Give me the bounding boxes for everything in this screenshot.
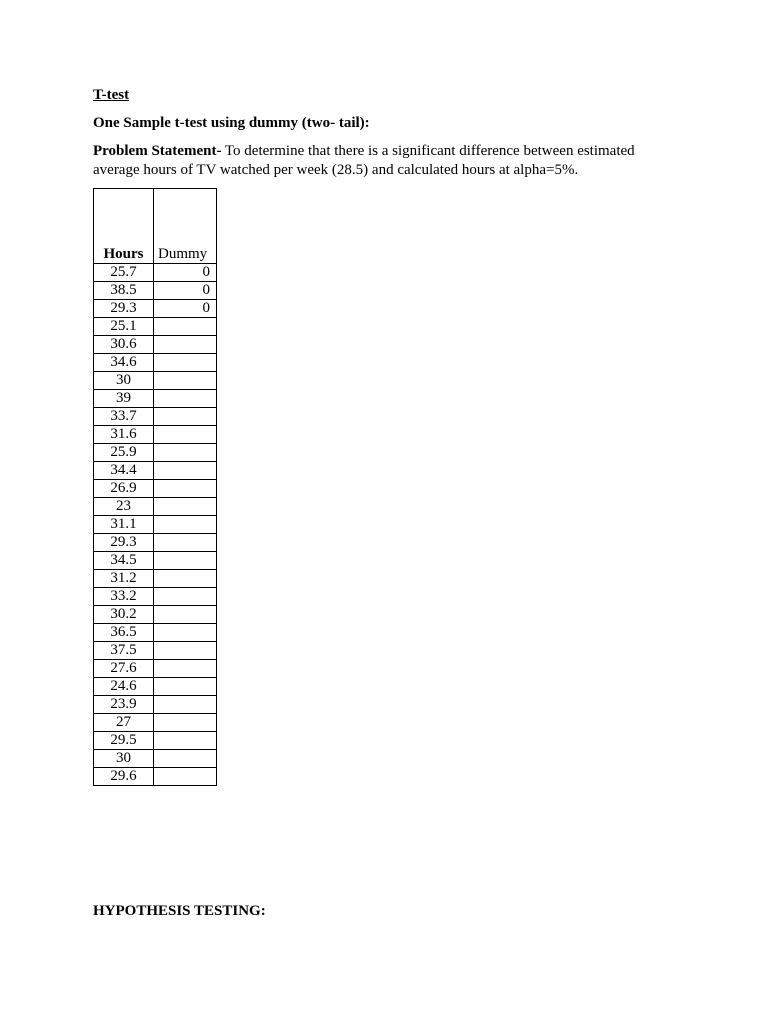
dummy-cell <box>154 678 217 696</box>
table-row <box>94 318 217 336</box>
table-row <box>94 750 217 768</box>
dummy-cell <box>154 750 217 768</box>
table-header-row <box>94 189 217 264</box>
table-row <box>94 570 217 588</box>
hours-cell: 34.4 <box>94 462 154 480</box>
dummy-cell <box>154 588 217 606</box>
dummy-cell: 0 <box>154 300 217 318</box>
dummy-cell <box>154 318 217 336</box>
dummy-cell <box>154 606 217 624</box>
document-subtitle: One Sample t-test using dummy (two- tail): <box>93 115 370 131</box>
hours-cell: 34.5 <box>94 552 154 570</box>
dummy-cell: 0 <box>154 264 217 282</box>
table-row <box>94 642 217 660</box>
dummy-cell <box>154 336 217 354</box>
dummy-cell <box>154 552 217 570</box>
hours-cell: 26.9 <box>94 480 154 498</box>
hours-cell: 30 <box>94 372 154 390</box>
hours-cell: 25.1 <box>94 318 154 336</box>
dummy-cell <box>154 534 217 552</box>
table-row <box>94 660 217 678</box>
hours-cell: 34.6 <box>94 354 154 372</box>
dummy-cell <box>154 462 217 480</box>
hours-cell: 31.2 <box>94 570 154 588</box>
hours-cell: 27 <box>94 714 154 732</box>
dummy-cell <box>154 516 217 534</box>
column-header-hours: Hours <box>94 189 154 264</box>
dummy-cell <box>154 768 217 786</box>
table-row <box>94 678 217 696</box>
table-row <box>94 534 217 552</box>
table-row <box>94 480 217 498</box>
table-row <box>94 372 217 390</box>
hours-cell: 38.5 <box>94 282 154 300</box>
hours-cell: 24.6 <box>94 678 154 696</box>
dummy-cell <box>154 480 217 498</box>
table-row <box>94 588 217 606</box>
hours-cell: 23 <box>94 498 154 516</box>
hours-cell: 23.9 <box>94 696 154 714</box>
dummy-cell <box>154 642 217 660</box>
table-row <box>94 336 217 354</box>
dummy-cell <box>154 696 217 714</box>
hours-cell: 31.1 <box>94 516 154 534</box>
table-row <box>94 264 217 282</box>
table-row <box>94 516 217 534</box>
dummy-cell <box>154 714 217 732</box>
hours-cell: 30.2 <box>94 606 154 624</box>
table-row <box>94 696 217 714</box>
dummy-cell <box>154 660 217 678</box>
hours-cell: 29.3 <box>94 534 154 552</box>
hours-cell: 30 <box>94 750 154 768</box>
hours-cell: 33.7 <box>94 408 154 426</box>
column-header-dummy: Dummy <box>154 189 217 264</box>
hours-cell: 39 <box>94 390 154 408</box>
dummy-cell <box>154 354 217 372</box>
table-row <box>94 354 217 372</box>
dummy-cell <box>154 570 217 588</box>
table-row <box>94 768 217 786</box>
hours-cell: 25.7 <box>94 264 154 282</box>
hours-cell: 37.5 <box>94 642 154 660</box>
hours-cell: 25.9 <box>94 444 154 462</box>
table-row <box>94 300 217 318</box>
dummy-cell <box>154 408 217 426</box>
problem-statement-text: To determine that there is a significant difference between estimated average hours of TV watched per week (28.5) and calculated hours at alpha=5%. <box>93 143 635 178</box>
problem-statement <box>93 142 673 180</box>
table-row <box>94 552 217 570</box>
table-row <box>94 606 217 624</box>
table-row <box>94 714 217 732</box>
hours-cell: 31.6 <box>94 426 154 444</box>
hours-cell: 27.6 <box>94 660 154 678</box>
dummy-cell <box>154 732 217 750</box>
dummy-cell <box>154 624 217 642</box>
table-row <box>94 624 217 642</box>
hours-cell: 29.5 <box>94 732 154 750</box>
table-body <box>94 264 217 786</box>
table-row <box>94 426 217 444</box>
table-row <box>94 408 217 426</box>
problem-statement-lead: Problem Statement- <box>93 143 222 159</box>
document-title: T-test <box>93 87 130 103</box>
dummy-cell <box>154 444 217 462</box>
hours-cell: 33.2 <box>94 588 154 606</box>
hours-cell: 36.5 <box>94 624 154 642</box>
dummy-cell: 0 <box>154 282 217 300</box>
hypothesis-heading: HYPOTHESIS TESTING: <box>93 903 266 919</box>
table-row <box>94 390 217 408</box>
hours-cell: 30.6 <box>94 336 154 354</box>
table-row <box>94 462 217 480</box>
table-row <box>94 498 217 516</box>
hours-cell: 29.3 <box>94 300 154 318</box>
table-row <box>94 282 217 300</box>
dummy-cell <box>154 498 217 516</box>
dummy-cell <box>154 390 217 408</box>
table-row <box>94 444 217 462</box>
dummy-cell <box>154 426 217 444</box>
table-row <box>94 732 217 750</box>
hours-cell: 29.6 <box>94 768 154 786</box>
hours-dummy-table <box>93 188 217 786</box>
dummy-cell <box>154 372 217 390</box>
